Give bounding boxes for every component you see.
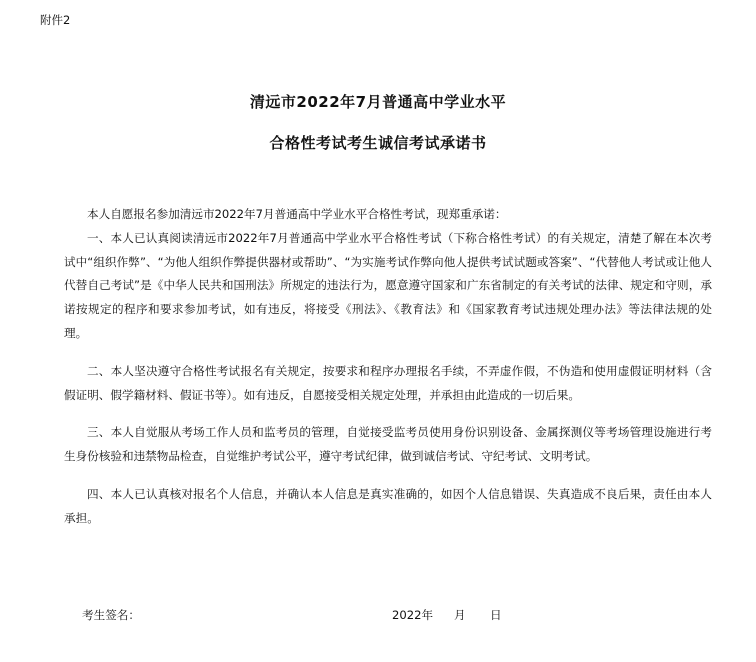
clause-1-paragraph: 一、本人已认真阅读清远市2022年7月普通高中学业水平合格性考试（下称合格性考试）的有关规定，清楚了解在本次考试中“组织作弊”、“为他人组织作弊提供器材或帮助”、“为实施考试作弊向他人提供考试试题或答案”、“代替他人考试或让他人代替自己考试”是《中华人民共和国刑法》所规定的违法行为，愿意遵守国家和广东省制定的有关考试的法律、规定和守则，承诺按规定的程序和要求参加考试，如有违反，将接受《刑法》、《教育法》和《国家教育考试违规处理办法》等法律法规的处理。 bbox=[64, 230, 712, 340]
clause-3-paragraph: 三、本人自觉服从考场工作人员和监考员的管理，自觉接受监考员使用身份识别设备、金属探测仪等考场管理设施进行考生身份核验和违禁物品检查，自觉维护考试公平，遵守考试纪律，做到诚信考试、守纪考试、文明考试。 bbox=[64, 425, 712, 464]
pledge-body bbox=[64, 203, 712, 531]
signature-year: 2022年 bbox=[392, 608, 434, 622]
signature-day: 日 bbox=[490, 608, 502, 622]
attachment-label: 附件2 bbox=[40, 13, 71, 27]
intro-paragraph: 本人自愿报名参加清远市2022年7月普通高中学业水平合格性考试，现郑重承诺： bbox=[87, 207, 507, 221]
document-title-line-1: 清远市2022年7月普通高中学业水平 bbox=[249, 93, 507, 111]
document-title-line-2: 合格性考试考生诚信考试承诺书 bbox=[269, 134, 487, 152]
clause-4-paragraph: 四、本人已认真核对报名个人信息，并确认本人信息是真实准确的，如因个人信息错误、失真造成不良后果，责任由本人承担。 bbox=[64, 486, 712, 525]
signature-label: 考生签名： bbox=[82, 608, 140, 622]
signature-month: 月 bbox=[454, 608, 466, 622]
clause-2-paragraph: 二、本人坚决遵守合格性考试报名有关规定，按要求和程序办理报名手续，不弄虚作假，不伪造和使用虚假证明材料（含假证明、假学籍材料、假证书等）。如有违反，自愿接受相关规定处理，并承担由此造成的一切后果。 bbox=[64, 363, 712, 402]
